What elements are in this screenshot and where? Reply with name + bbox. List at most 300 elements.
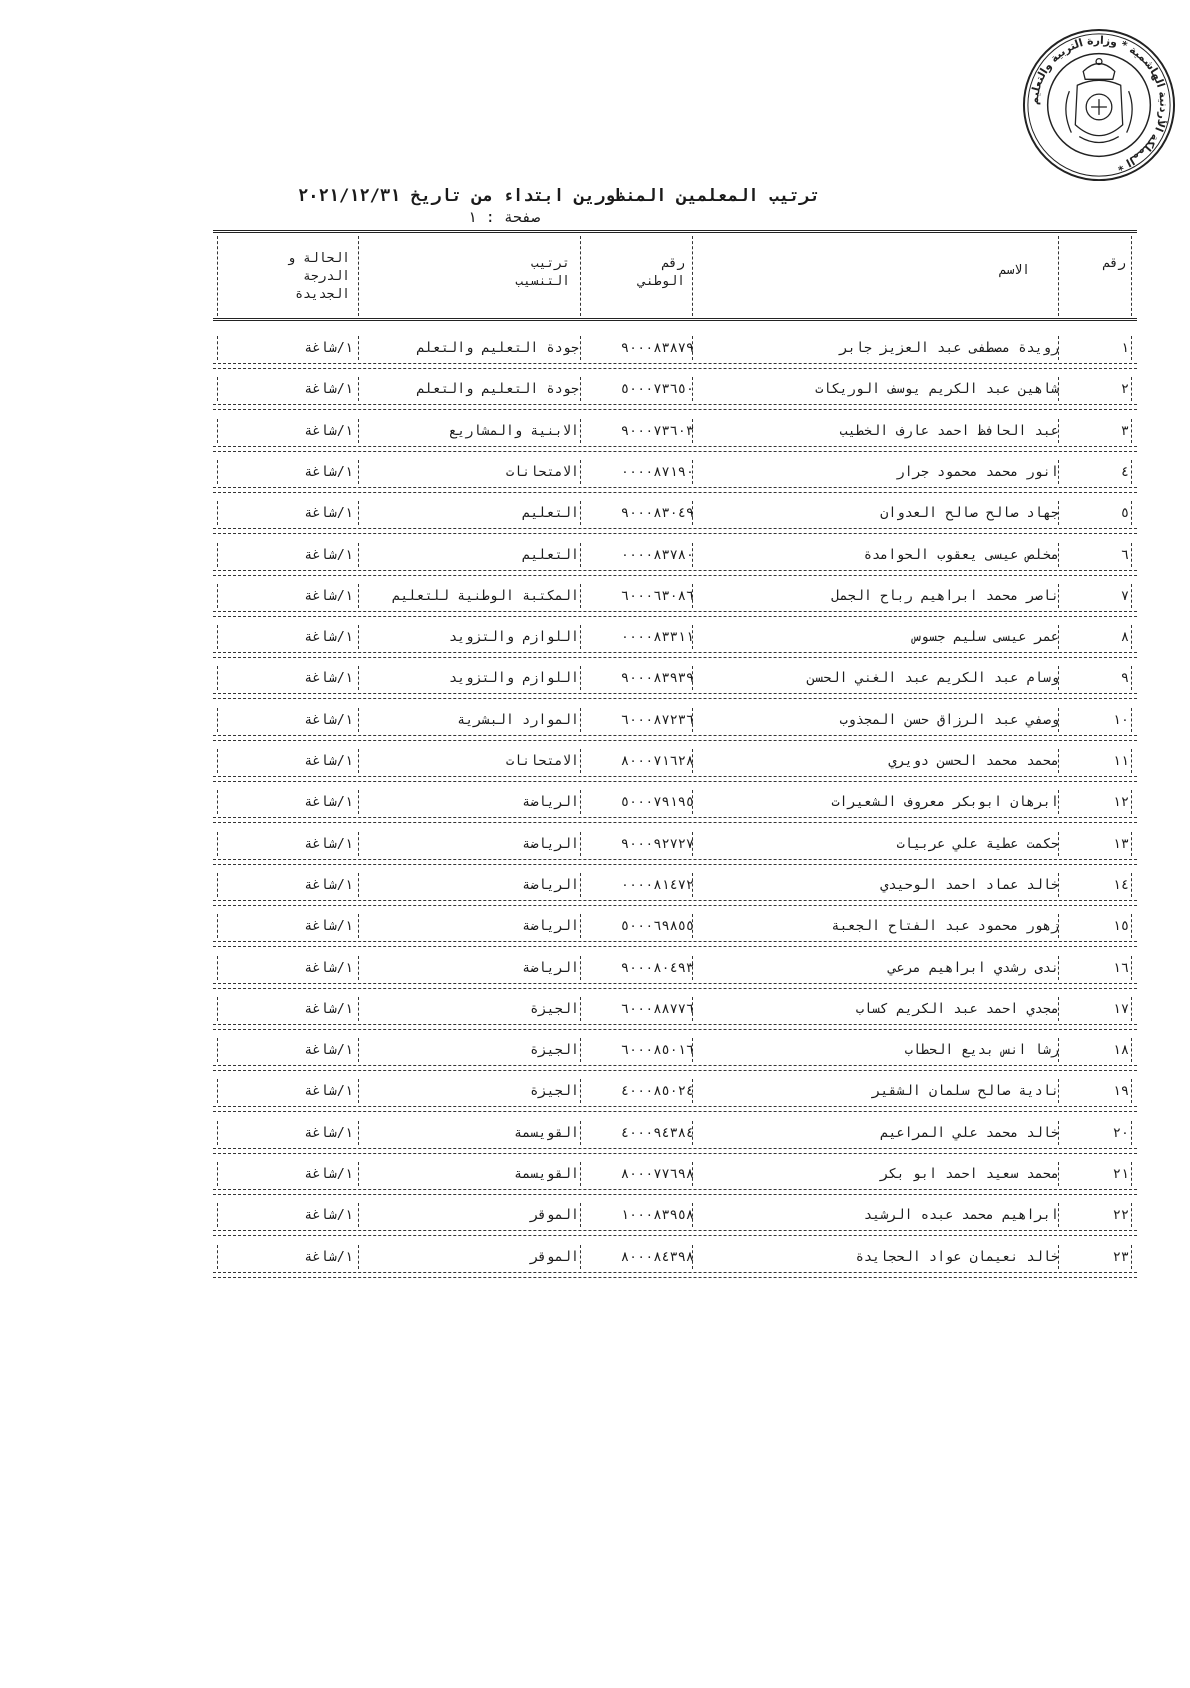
column-separator [358, 832, 359, 856]
column-separator [692, 1203, 693, 1227]
column-separator [580, 832, 581, 856]
employee-name: حكمت عطية علي عربيات [896, 836, 1059, 852]
row-divider [213, 859, 1137, 860]
row-divider [213, 864, 1137, 865]
grade-status: ١/شاغة [304, 1166, 353, 1182]
directorate: المكتبة الوطنية للتعليم [392, 588, 579, 604]
registration-number: ٠٠٠٠٨٣٧٨٠ [620, 547, 694, 563]
column-separator [1131, 377, 1132, 401]
column-separator [692, 832, 693, 856]
column-separator [217, 749, 218, 773]
row-number: ١٥ [1112, 918, 1129, 934]
column-separator [580, 1038, 581, 1062]
column-separator [580, 1079, 581, 1103]
column-separator [692, 956, 693, 980]
column-separator [1131, 1162, 1132, 1186]
column-separator [692, 1245, 693, 1269]
directorate: الرياضة [522, 960, 579, 976]
employee-name: محمد سعيد احمد ابو بكر [880, 1166, 1059, 1182]
registration-number: ٩٠٠٠٨٣٠٤٩ [620, 505, 694, 521]
column-separator [1131, 997, 1132, 1021]
column-separator [1131, 873, 1132, 897]
registration-number: ٩٠٠٠٨٠٤٩٣ [620, 960, 694, 976]
column-separator [217, 708, 218, 732]
column-separator [1058, 956, 1059, 980]
grade-status: ١/شاغة [304, 464, 353, 480]
column-separator [217, 1162, 218, 1186]
column-separator [580, 666, 581, 690]
column-separator [692, 377, 693, 401]
column-separator [358, 625, 359, 649]
row-divider [213, 1106, 1137, 1107]
directorate: التعليم [522, 547, 579, 563]
row-divider [213, 1277, 1137, 1278]
row-divider [213, 1065, 1137, 1066]
row-divider [213, 817, 1137, 818]
column-separator [1131, 419, 1132, 443]
employee-name: رويدة مصطفى عبد العزيز جابر [839, 340, 1059, 356]
row-number: ٩ [1120, 670, 1129, 686]
column-separator [358, 501, 359, 525]
row-divider [213, 451, 1137, 452]
row-number: ١٦ [1112, 960, 1129, 976]
row-divider [213, 1024, 1137, 1025]
column-separator [692, 584, 693, 608]
seal-ring-text: المملكة الأردنية الهاشمية * وزارة التربية والتعليم * [1027, 33, 1171, 174]
grade-status: ١/شاغة [304, 1249, 353, 1265]
column-separator [1131, 914, 1132, 938]
employee-name: زهور محمود عبد الفتاح الجعبة [831, 918, 1059, 934]
directorate: اللوازم والتزويد [448, 670, 579, 686]
registration-number: ٨٠٠٠٨٤٣٩٨ [620, 1249, 694, 1265]
grade-status: ١/شاغة [304, 1207, 353, 1223]
column-separator [1131, 1038, 1132, 1062]
column-separator [1131, 832, 1132, 856]
registration-number: ٨٠٠٠٧١٦٢٨ [620, 753, 694, 769]
directorate: الامتحانات [505, 753, 579, 769]
registration-number: ٥٠٠٠٧٩١٩٥ [620, 794, 694, 810]
column-separator [692, 666, 693, 690]
row-divider [213, 900, 1137, 901]
column-separator [692, 790, 693, 814]
row-divider [213, 533, 1137, 534]
column-separator [1058, 666, 1059, 690]
header-num: رقم [1102, 256, 1126, 271]
column-separator [1058, 584, 1059, 608]
row-number: ٨ [1120, 629, 1129, 645]
employee-name: رشا انس بديع الحطاب [904, 1042, 1059, 1058]
column-separator [1058, 997, 1059, 1021]
directorate: الجيزة [530, 1042, 579, 1058]
column-separator [358, 956, 359, 980]
column-separator [580, 708, 581, 732]
row-number: ٢١ [1112, 1166, 1129, 1182]
header-sep [358, 236, 359, 316]
column-separator [358, 419, 359, 443]
column-separator [1131, 625, 1132, 649]
registration-number: ٨٠٠٠٧٧٦٩٨ [620, 1166, 694, 1182]
column-separator [217, 914, 218, 938]
column-separator [1058, 790, 1059, 814]
grade-status: ١/شاغة [304, 1001, 353, 1017]
employee-name: جهاد صالح صالح العدوان [880, 505, 1059, 521]
column-separator [1058, 1121, 1059, 1145]
row-divider [213, 1111, 1137, 1112]
employee-name: ابراهيم محمد عبده الرشيد [863, 1207, 1059, 1223]
employee-name: شاهين عبد الكريم يوسف الوريكات [815, 381, 1059, 397]
column-separator [358, 377, 359, 401]
employee-name: ابرهان ابوبكر معروف الشعيرات [831, 794, 1059, 810]
grade-status: ١/شاغة [304, 753, 353, 769]
row-divider [213, 528, 1137, 529]
column-separator [1058, 1162, 1059, 1186]
employee-name: ناصر محمد ابراهيم رباح الجمل [831, 588, 1059, 604]
column-separator [580, 956, 581, 980]
registration-number: ٦٠٠٠٨٥٠١٦ [620, 1042, 694, 1058]
row-divider [213, 368, 1137, 369]
column-separator [692, 1038, 693, 1062]
column-separator [580, 749, 581, 773]
employee-name: خالد عماد احمد الوحيدي [880, 877, 1059, 893]
column-separator [580, 1121, 581, 1145]
column-separator [692, 749, 693, 773]
column-separator [580, 1162, 581, 1186]
column-separator [580, 997, 581, 1021]
column-separator [1131, 790, 1132, 814]
row-number: ١٩ [1112, 1083, 1129, 1099]
employee-name: خالد نعيمان عواد الحجايدة [855, 1249, 1059, 1265]
grade-status: ١/شاغة [304, 340, 353, 356]
column-separator [217, 460, 218, 484]
grade-status: ١/شاغة [304, 423, 353, 439]
directorate: الرياضة [522, 918, 579, 934]
column-separator [1058, 336, 1059, 360]
grade-status: ١/شاغة [304, 1042, 353, 1058]
page-number: صفحة : ١ [467, 208, 540, 226]
row-number: ٢ [1120, 381, 1129, 397]
column-separator [580, 914, 581, 938]
column-separator [358, 997, 359, 1021]
column-separator [358, 584, 359, 608]
column-separator [358, 1079, 359, 1103]
column-separator [1131, 584, 1132, 608]
document-title: ترتيب المعلمين المنظورين ابتداء من تاريخ ٢٠٢١/١٢/٣١ [298, 186, 820, 206]
column-separator [1058, 543, 1059, 567]
row-divider [213, 616, 1137, 617]
row-number: ١٧ [1112, 1001, 1129, 1017]
row-divider [213, 1070, 1137, 1071]
column-separator [217, 1121, 218, 1145]
column-separator [217, 1079, 218, 1103]
grade-status: ١/شاغة [304, 381, 353, 397]
column-separator [1058, 1038, 1059, 1062]
column-separator [692, 997, 693, 1021]
column-separator [217, 336, 218, 360]
column-separator [358, 1121, 359, 1145]
grade-status: ١/شاغة [304, 1083, 353, 1099]
directorate: اللوازم والتزويد [448, 629, 579, 645]
row-divider [213, 1029, 1137, 1030]
row-divider [213, 404, 1137, 405]
grade-status: ١/شاغة [304, 1125, 353, 1141]
directorate: الجيزة [530, 1001, 579, 1017]
column-separator [580, 336, 581, 360]
column-separator [358, 749, 359, 773]
row-number: ١٠ [1112, 712, 1129, 728]
grade-status: ١/شاغة [304, 836, 353, 852]
column-separator [1131, 1121, 1132, 1145]
grade-status: ١/شاغة [304, 877, 353, 893]
directorate: الموارد البشرية [457, 712, 579, 728]
registration-number: ٩٠٠٠٩٢٧٢٧ [620, 836, 694, 852]
column-separator [217, 419, 218, 443]
header-bottom-rule [213, 318, 1137, 321]
employee-name: انور محمد محمود جرار [896, 464, 1059, 480]
column-separator [580, 1203, 581, 1227]
registration-number: ٤٠٠٠٩٤٣٨٤ [620, 1125, 694, 1141]
grade-status: ١/شاغة [304, 794, 353, 810]
header-sep [692, 236, 693, 316]
column-separator [1131, 1245, 1132, 1269]
column-separator [358, 543, 359, 567]
column-separator [1131, 749, 1132, 773]
row-divider [213, 487, 1137, 488]
directorate: الجيزة [530, 1083, 579, 1099]
directorate: القويسمة [513, 1166, 579, 1182]
column-separator [1131, 543, 1132, 567]
column-separator [1058, 377, 1059, 401]
column-separator [1058, 460, 1059, 484]
registration-number: ٦٠٠٠٦٣٠٨٦ [620, 588, 694, 604]
column-separator [692, 419, 693, 443]
registration-number: ٠٠٠٠٨١٤٧٢ [620, 877, 694, 893]
column-separator [692, 336, 693, 360]
column-separator [1131, 460, 1132, 484]
column-separator [580, 501, 581, 525]
registration-number: ٦٠٠٠٨٧٢٣٦ [620, 712, 694, 728]
registration-number: ٥٠٠٠٦٩٨٥٥ [620, 918, 694, 934]
column-separator [217, 625, 218, 649]
column-separator [217, 832, 218, 856]
row-divider [213, 698, 1137, 699]
grade-status: ١/شاغة [304, 588, 353, 604]
row-divider [213, 988, 1137, 989]
row-number: ١١ [1112, 753, 1129, 769]
row-divider [213, 1194, 1137, 1195]
row-divider [213, 446, 1137, 447]
row-divider [213, 983, 1137, 984]
column-separator [1058, 501, 1059, 525]
directorate: جودة التعليم والتعلم [416, 381, 579, 397]
row-divider [213, 570, 1137, 571]
column-separator [692, 873, 693, 897]
column-separator [217, 377, 218, 401]
directorate: جودة التعليم والتعلم [416, 340, 579, 356]
column-separator [1131, 336, 1132, 360]
row-divider [213, 735, 1137, 736]
column-separator [217, 1245, 218, 1269]
column-separator [217, 956, 218, 980]
row-number: ١٨ [1112, 1042, 1129, 1058]
column-separator [1131, 666, 1132, 690]
directorate: الموقر [530, 1249, 579, 1265]
grade-status: ١/شاغة [304, 505, 353, 521]
header-status: الحالة و الدرجة الجديدة [287, 251, 350, 302]
column-separator [580, 460, 581, 484]
row-number: ٣ [1120, 423, 1129, 439]
grade-status: ١/شاغة [304, 960, 353, 976]
row-divider [213, 1235, 1137, 1236]
column-separator [1058, 1203, 1059, 1227]
row-number: ٢٣ [1112, 1249, 1129, 1265]
column-separator [580, 1245, 581, 1269]
column-separator [358, 1038, 359, 1062]
row-divider [213, 409, 1137, 410]
row-divider [213, 492, 1137, 493]
registration-number: ٩٠٠٠٨٣٨٧٩ [620, 340, 694, 356]
registration-number: ٩٠٠٠٧٣٦٠٣ [620, 423, 694, 439]
row-number: ٦ [1120, 547, 1129, 563]
row-divider [213, 1189, 1137, 1190]
column-separator [1131, 1079, 1132, 1103]
directorate: الابنية والمشاريع [448, 423, 579, 439]
column-separator [358, 708, 359, 732]
grade-status: ١/شاغة [304, 547, 353, 563]
column-separator [358, 790, 359, 814]
column-separator [580, 543, 581, 567]
registration-number: ٤٠٠٠٨٥٠٢٤ [620, 1083, 694, 1099]
column-separator [358, 873, 359, 897]
column-separator [580, 790, 581, 814]
row-divider [213, 1230, 1137, 1231]
registration-number: ٦٠٠٠٨٨٧٧٦ [620, 1001, 694, 1017]
grade-status: ١/شاغة [304, 670, 353, 686]
employee-name: عبد الحافظ احمد عارف الخطيب [839, 423, 1059, 439]
directorate: الرياضة [522, 877, 579, 893]
column-separator [217, 873, 218, 897]
column-separator [1058, 873, 1059, 897]
employee-name: محمد محمد الحسن دويري [888, 753, 1059, 769]
row-divider [213, 1153, 1137, 1154]
column-separator [580, 584, 581, 608]
header-sep [580, 236, 581, 316]
table-top-rule [213, 230, 1137, 233]
column-separator [358, 1245, 359, 1269]
employee-name: مجدي احمد عبد الكريم كساب [855, 1001, 1059, 1017]
column-separator [692, 460, 693, 484]
row-divider [213, 941, 1137, 942]
employee-name: خالد محمد علي المراعيم [880, 1125, 1059, 1141]
column-separator [692, 1121, 693, 1145]
column-separator [580, 873, 581, 897]
column-separator [1058, 749, 1059, 773]
row-divider [213, 1148, 1137, 1149]
directorate: القويسمة [513, 1125, 579, 1141]
column-separator [1058, 1245, 1059, 1269]
row-number: ٧ [1120, 588, 1129, 604]
column-separator [217, 997, 218, 1021]
column-separator [692, 625, 693, 649]
employee-name: مخلص عيسى يعقوب الحوامدة [863, 547, 1059, 563]
column-separator [692, 1162, 693, 1186]
row-number: ٢٠ [1112, 1125, 1129, 1141]
column-separator [217, 666, 218, 690]
header-registration: رقم الوطني [638, 256, 685, 289]
column-separator [1058, 1079, 1059, 1103]
column-separator [1058, 708, 1059, 732]
column-separator [217, 790, 218, 814]
row-divider [213, 363, 1137, 364]
column-separator [358, 336, 359, 360]
ministry-seal [1020, 26, 1178, 184]
header-placement: ترتيب التنسيب [515, 256, 570, 289]
column-separator [217, 584, 218, 608]
column-separator [692, 1079, 693, 1103]
column-separator [358, 914, 359, 938]
row-number: ٥ [1120, 505, 1129, 521]
column-separator [1131, 501, 1132, 525]
column-separator [580, 419, 581, 443]
column-separator [1131, 708, 1132, 732]
table-left-border [217, 236, 218, 316]
grade-status: ١/شاغة [304, 918, 353, 934]
row-divider [213, 776, 1137, 777]
row-divider [213, 740, 1137, 741]
column-separator [1058, 832, 1059, 856]
row-divider [213, 575, 1137, 576]
registration-number: ١٠٠٠٨٣٩٥٨ [620, 1207, 694, 1223]
employee-name: عمر عيسى سليم جسوس [912, 629, 1059, 645]
row-divider [213, 905, 1137, 906]
employee-name: وسام عبد الكريم عبد الغني الحسن [807, 670, 1059, 686]
registration-number: ٠٠٠٠٨٣٣١١ [620, 629, 694, 645]
directorate: الامتحانات [505, 464, 579, 480]
header-sep [1058, 236, 1059, 316]
column-separator [358, 460, 359, 484]
column-separator [358, 666, 359, 690]
column-separator [1058, 419, 1059, 443]
employee-name: ندى رشدي ابراهيم مرعي [888, 960, 1059, 976]
grade-status: ١/شاغة [304, 712, 353, 728]
registration-number: ٥٠٠٠٧٣٦٥٠ [620, 381, 694, 397]
column-separator [358, 1162, 359, 1186]
registration-number: ٠٠٠٠٨٧١٩٠ [620, 464, 694, 480]
column-separator [1131, 1203, 1132, 1227]
row-divider [213, 822, 1137, 823]
registration-number: ٩٠٠٠٨٣٩٣٩ [620, 670, 694, 686]
column-separator [217, 1203, 218, 1227]
row-divider [213, 946, 1137, 947]
crest-icon [1066, 59, 1132, 143]
row-number: ١٤ [1112, 877, 1129, 893]
directorate: الرياضة [522, 794, 579, 810]
column-separator [1058, 914, 1059, 938]
column-separator [358, 1203, 359, 1227]
row-divider [213, 1272, 1137, 1273]
column-separator [217, 501, 218, 525]
directorate: الموقر [530, 1207, 579, 1223]
grade-status: ١/شاغة [304, 629, 353, 645]
directorate: الرياضة [522, 836, 579, 852]
employee-name: نادية صالح سلمان الشقير [872, 1083, 1059, 1099]
column-separator [580, 625, 581, 649]
row-divider [213, 657, 1137, 658]
column-separator [692, 914, 693, 938]
row-divider [213, 652, 1137, 653]
column-separator [1131, 956, 1132, 980]
row-number: ١٢ [1112, 794, 1129, 810]
row-divider [213, 693, 1137, 694]
